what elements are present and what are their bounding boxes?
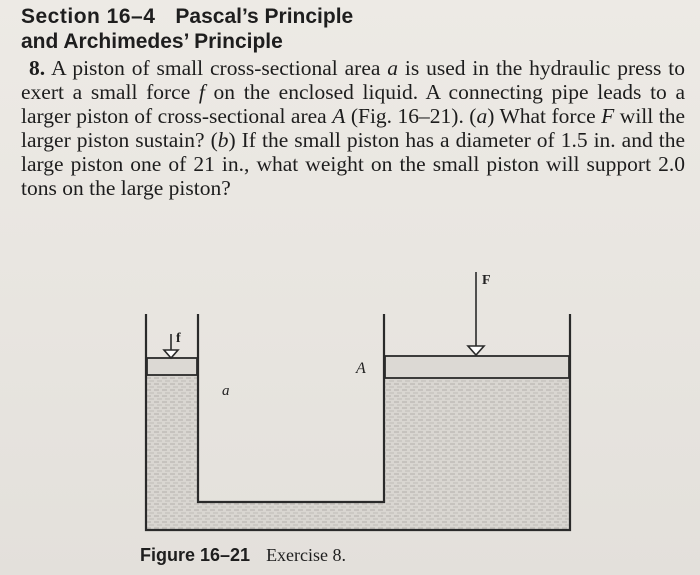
var-F: F xyxy=(601,104,615,128)
problem-text-part: (Fig. 16–21). ( xyxy=(345,104,477,128)
label-f: f xyxy=(176,331,181,346)
section-number: Section 16–4 xyxy=(21,5,156,28)
part-b-label: b xyxy=(217,128,229,152)
var-f: f xyxy=(198,80,205,104)
var-A: A xyxy=(332,104,346,128)
var-a: a xyxy=(387,56,399,80)
part-a-label: a xyxy=(476,104,488,128)
problem-text-part: ) What force xyxy=(487,104,602,128)
enclosed-liquid xyxy=(146,375,570,530)
label-F: F xyxy=(482,273,491,288)
hydraulic-press-diagram xyxy=(130,262,600,542)
figure-label: Figure 16–21 xyxy=(140,545,251,565)
problem-number: 8. xyxy=(29,56,46,80)
problem-text-part: is used in the hydraulic press to exert a small force xyxy=(21,56,685,104)
figure-caption-text: Exercise 8. xyxy=(266,545,347,565)
large-piston xyxy=(385,356,569,378)
figure-caption xyxy=(140,544,346,566)
problem-text xyxy=(21,56,685,200)
label-a: a xyxy=(222,383,230,399)
hydraulic-press-figure xyxy=(130,262,600,542)
section-title-line1: Pascal’s Principle xyxy=(175,5,354,28)
problem-text-part: on the enclosed liquid. A connecting pipe leads to a larger piston of cross-sectional area xyxy=(21,80,685,128)
label-A: A xyxy=(356,360,366,377)
small-piston xyxy=(147,358,197,375)
problem-text-part: will the larger piston sustain? ( xyxy=(21,104,685,152)
section-heading xyxy=(21,4,353,54)
problem-text-part: ) If the small piston has a diameter of 1.5 in. and the large piston one of 21 in., what weight on the small piston will support 2.0 tons on the large piston? xyxy=(21,128,685,200)
problem-text-part: A piston of small cross-sectional area xyxy=(51,56,388,80)
section-title-line2: and Archimedes’ Principle xyxy=(21,30,283,53)
